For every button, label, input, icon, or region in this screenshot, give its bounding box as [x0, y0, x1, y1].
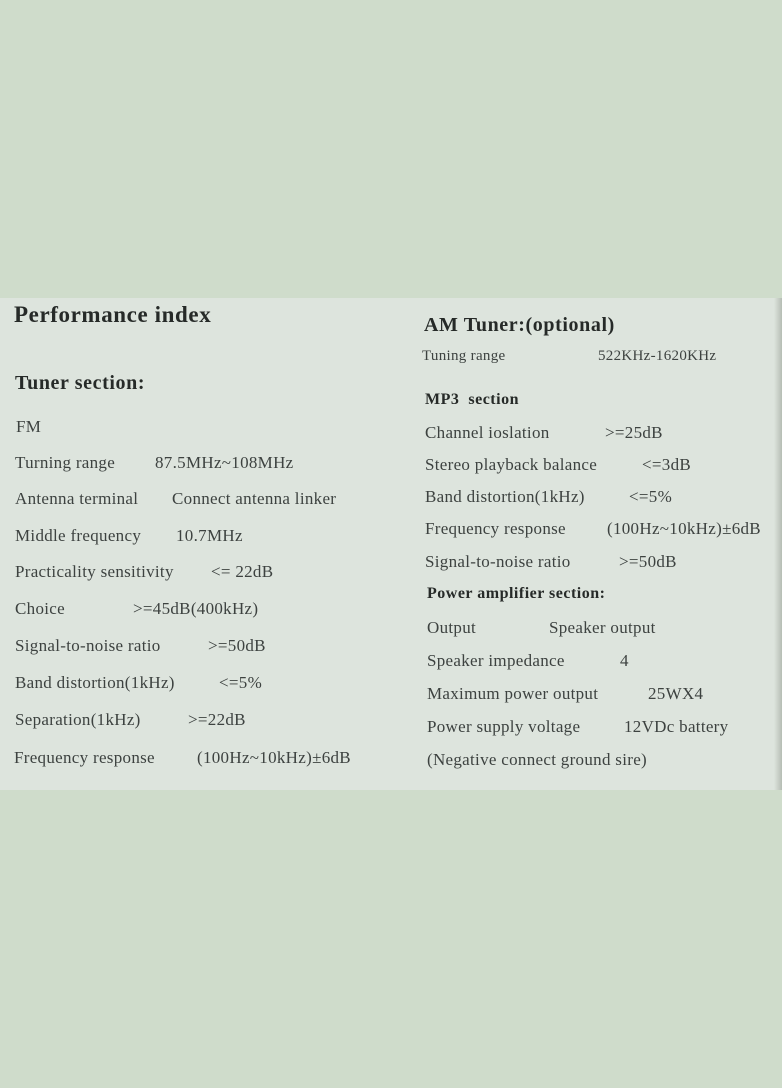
spec-label: Signal-to-noise ratio	[15, 636, 161, 655]
spec-label: Choice	[15, 599, 65, 618]
spec-label: Frequency response	[425, 519, 566, 538]
spec-value: Connect antenna linker	[172, 489, 337, 508]
spec-value: 522KHz-1620KHz	[598, 348, 717, 364]
spec-label: Antenna terminal	[15, 489, 139, 508]
spec-label: Maximum power output	[427, 684, 599, 703]
spec-sheet	[0, 298, 782, 790]
spec-value: 87.5MHz~108MHz	[155, 453, 294, 472]
spec-value: <=3dB	[642, 455, 692, 474]
spec-label: Separation(1kHz)	[15, 710, 141, 729]
power-amplifier-heading: Power amplifier section:	[427, 585, 606, 602]
spec-value: <=5%	[629, 487, 673, 506]
page-title: Performance index	[14, 302, 212, 327]
spec-label: Tuning range	[422, 348, 506, 364]
spec-label: Channel ioslation	[425, 423, 550, 442]
spec-label: Band distortion(1kHz)	[425, 487, 585, 506]
spec-value: (100Hz~10kHz)±6dB	[607, 519, 761, 538]
spec-value: 25WX4	[648, 684, 704, 703]
spec-value: 12VDc battery	[624, 717, 729, 736]
spec-value: >=22dB	[188, 710, 246, 729]
spec-value: >=50dB	[208, 636, 266, 655]
fm-band-label: FM	[16, 417, 42, 436]
spec-label: Frequency response	[14, 748, 155, 767]
spec-label: Signal-to-noise ratio	[425, 552, 571, 571]
spec-label: Practicality sensitivity	[15, 562, 174, 581]
spec-value: 4	[620, 651, 629, 670]
spec-label: Output	[427, 618, 477, 637]
spec-value: Speaker output	[549, 618, 656, 637]
ground-note: (Negative connect ground sire)	[427, 750, 647, 769]
mp3-section-heading: MP3 section	[425, 391, 519, 408]
spec-value: >=50dB	[619, 552, 677, 571]
spec-label: Power supply voltage	[427, 717, 581, 736]
spec-label: Speaker impedance	[427, 651, 565, 670]
spec-value: <=5%	[219, 673, 263, 692]
spec-value: >=25dB	[605, 423, 663, 442]
spec-value: 10.7MHz	[176, 526, 243, 545]
tuner-section-heading: Tuner section:	[15, 372, 146, 394]
am-tuner-heading: AM Tuner:(optional)	[424, 314, 615, 336]
spec-label: Middle frequency	[15, 526, 142, 545]
spec-row-frequency-response	[14, 748, 351, 790]
page-edge-shadow	[774, 298, 782, 790]
spec-label: Stereo playback balance	[425, 455, 598, 474]
spec-label: Turning range	[15, 453, 116, 472]
spec-value: <= 22dB	[211, 562, 274, 581]
spec-label: Band distortion(1kHz)	[15, 673, 175, 692]
spec-value: >=45dB(400kHz)	[133, 599, 259, 618]
spec-value: (100Hz~10kHz)±6dB	[197, 748, 351, 767]
